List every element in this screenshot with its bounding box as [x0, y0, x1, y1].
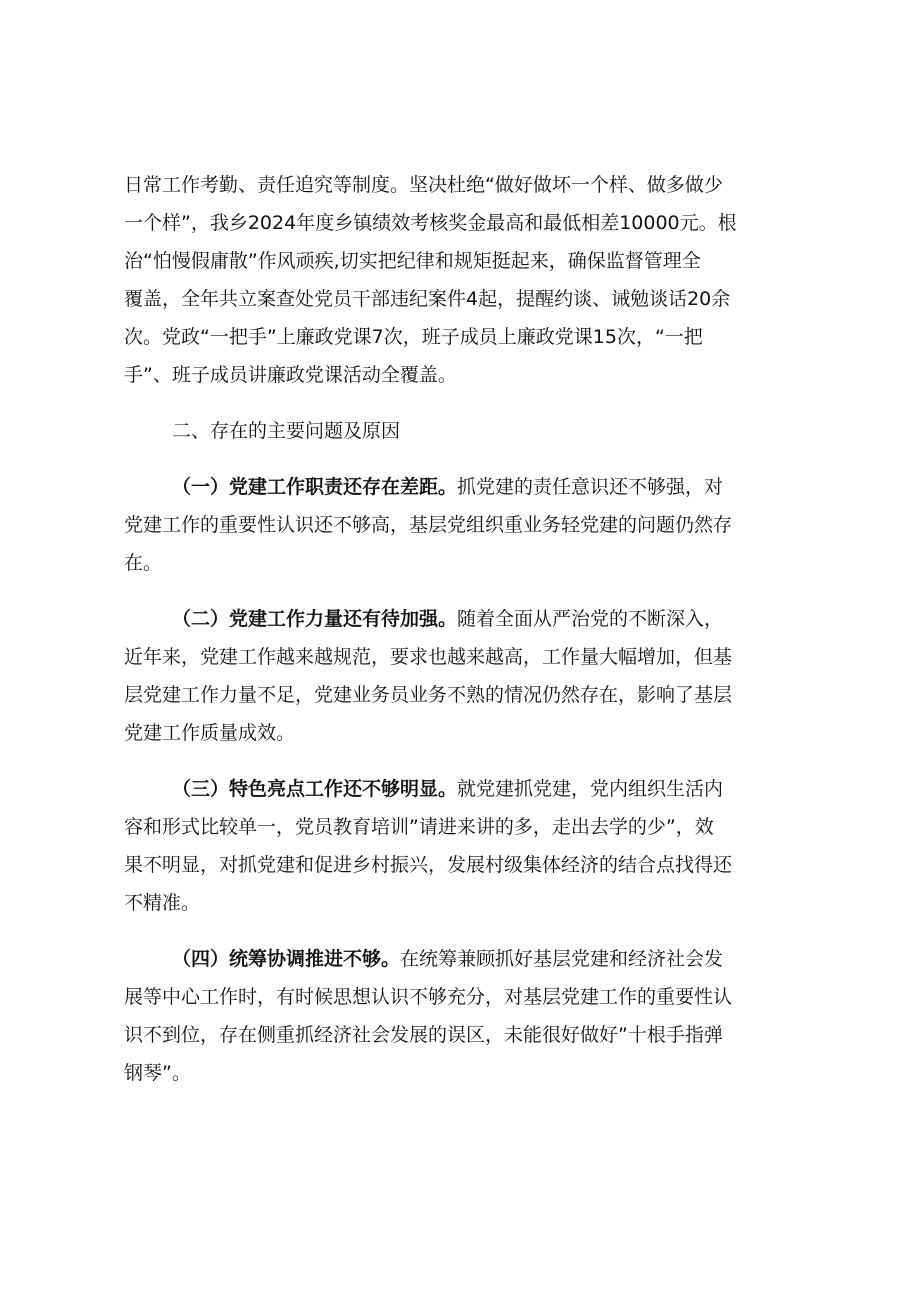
- paragraph-line: 在。: [124, 552, 163, 574]
- paragraph-line: 治“怕慢假庸散”作风顽疾,切实把纪律和规矩挺起来，确保监督管理全: [124, 250, 701, 272]
- paragraph-line: 覆盖，全年共立案查处党员干部违纪案件4起，提醒约谈、诫勉谈话20余: [124, 288, 731, 310]
- intro-paragraph: [124, 166, 810, 394]
- document-body: [124, 166, 810, 1092]
- paragraph-text: 就党建抓党建，党内组织生活内: [457, 778, 724, 800]
- paragraph-line: 层党建工作力量不足，党建业务员业务不熟的情况仍然存在，影响了基层: [124, 684, 733, 706]
- item-lead-title: （二）党建工作力量还有待加强。: [172, 608, 458, 630]
- issue-item-3: [124, 770, 810, 922]
- paragraph-line: 果不明显，对抓党建和促进乡村振兴，发展村级集体经济的结合点找得还: [124, 854, 733, 876]
- paragraph-text: 抓党建的责任意识还不够强，对: [457, 476, 724, 498]
- paragraph-line: 一个样”，我乡2024年度乡镇绩效考核奖金最高和最低相差10000元。根: [124, 212, 737, 234]
- paragraph-first-line: [124, 600, 810, 638]
- paragraph-text: 随着全面从严治党的不断深入，: [457, 608, 724, 630]
- paragraph-line: 识不到位，存在侧重抓经济社会发展的误区，未能很好做好”十根手指弹: [124, 1024, 723, 1046]
- paragraph-text: 在统筹兼顾抓好基层党建和经济社会发: [400, 948, 724, 970]
- paragraph-line: 日常工作考勤、责任追究等制度。坚决杜绝“做好做坏一个样、做多做少: [124, 174, 723, 196]
- paragraph-line: 容和形式比较单一，党员教育培训”请进来讲的多，走出去学的少”，效: [124, 816, 714, 838]
- paragraph-first-line: [124, 468, 810, 506]
- paragraph-first-line: [124, 940, 810, 978]
- item-lead-title: （四）统筹协调推进不够。: [172, 948, 401, 970]
- issue-item-1: [124, 468, 810, 582]
- paragraph-line: 钢琴”。: [124, 1062, 191, 1084]
- paragraph-line: 近年来，党建工作越来越规范，要求也越来越高，工作量大幅增加，但基: [124, 646, 733, 668]
- issue-item-4: [124, 940, 810, 1092]
- item-lead-title: （一）党建工作职责还存在差距。: [172, 476, 458, 498]
- paragraph-line: 手”、班子成员讲廉政党课活动全覆盖。: [124, 364, 457, 386]
- paragraph-line: 展等中心工作时，有时候思想认识不够充分，对基层党建工作的重要性认: [124, 986, 733, 1008]
- item-lead-title: （三）特色亮点工作还不够明显。: [172, 778, 458, 800]
- paragraph-line: 次。党政“一把手”上廉政党课7次，班子成员上廉政党课15次，“一把: [124, 326, 703, 348]
- paragraph-line: 党建工作的重要性认识还不够高，基层党组织重业务轻党建的问题仍然存: [124, 514, 733, 536]
- paragraph-line: 党建工作质量成效。: [124, 722, 296, 744]
- paragraph-first-line: [124, 770, 810, 808]
- paragraph-line: 不精准。: [124, 892, 201, 914]
- issue-item-2: [124, 600, 810, 752]
- section-heading: 二、存在的主要问题及原因: [172, 420, 401, 442]
